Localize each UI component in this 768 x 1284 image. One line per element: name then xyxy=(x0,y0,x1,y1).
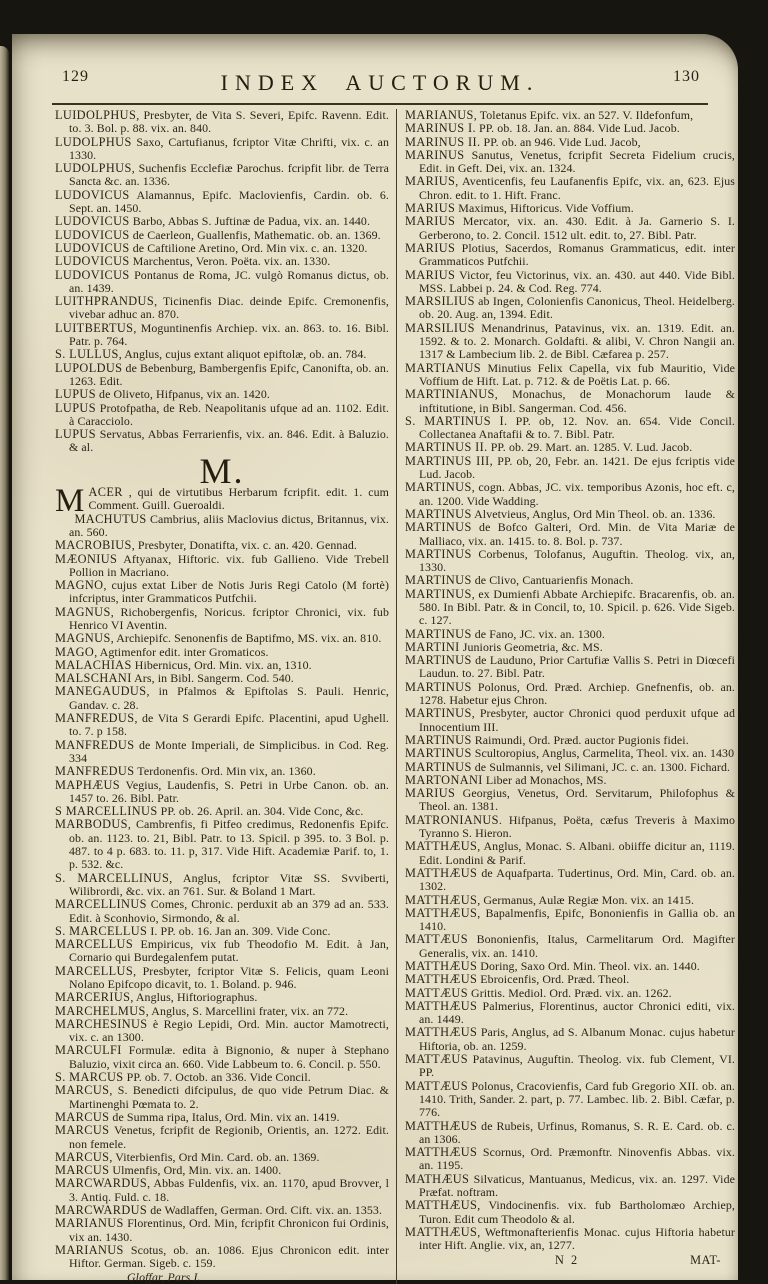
entry-headword: LUDOVICUS xyxy=(55,214,130,229)
index-entry: MARINUS I. PP. ob. 18. Jan. an. 884. Vide Lud. Jacob. xyxy=(405,121,680,136)
entry-headword: MÆONIUS xyxy=(55,551,118,566)
index-entry: MATTÆUS Grittis. Mediol. Ord. Præd. vix. an. 1262. xyxy=(405,985,672,1000)
index-entry: MATTHÆUS de Aquafparta. Tudertinus, Ord. Min, Card. ob. an. 1302. xyxy=(405,865,735,894)
entry-headword: S. MARCUS xyxy=(55,1070,124,1085)
entry-headword: MARCULFI xyxy=(55,1043,122,1058)
entry-headword: MARINUS xyxy=(405,147,465,162)
entries-letter-m-right xyxy=(405,109,735,1253)
entry-headword: MARTINUS II. xyxy=(405,440,488,455)
index-entry: MARIUS Mercator, vix. an. 430. Edit. à Ja. Garnerio S. I. Gerberono, to. 2. Concil. 1512 ult. edit. to, 27. Bibl. Patr. xyxy=(405,214,735,242)
index-entry: MARIANUS, Toletanus Epifc. vix. an 527. V. Ildefonfum, xyxy=(405,108,694,122)
index-entry: MARCUS Ulmenfis, Ord, Min. vix. an. 1400. xyxy=(55,1163,282,1178)
entry-headword: MATTHÆUS xyxy=(405,892,478,907)
entry-headword: LUPUS xyxy=(55,400,96,415)
right-column xyxy=(396,109,735,1284)
entry-headword: MARTIANUS xyxy=(405,360,481,375)
index-entry: MACROBIUS, Presbyter, Donatifta, vix. c. an. 420. Gennad. xyxy=(55,538,357,553)
entry-headword: MANFREDUS xyxy=(55,737,135,752)
index-entry: LUPUS Protofpatha, de Reb. Neapolitanis ufque ad an. 1102. Edit. à Caracciolo. xyxy=(55,400,389,428)
index-entry: MAGO, Agtimenfor edit. inter Gromaticos. xyxy=(55,644,269,659)
index-entry: S MARCELLINUS PP. ob. 26. April. an. 304. Vide Conc, &c. xyxy=(55,804,364,819)
entry-headword: MARTINUS xyxy=(405,506,472,521)
entry-headword: LUITBERTUS xyxy=(55,320,134,335)
entry-headword: MATTHÆUS xyxy=(405,1118,478,1133)
index-entry: MARCUS, Viterbienfis, Ord Min. Card. ob. an. 1369. xyxy=(55,1149,320,1164)
entry-headword: S. MARCELLINUS xyxy=(55,870,170,885)
book-page-scan xyxy=(12,34,738,1284)
entry-headword: MARTINIANUS xyxy=(405,387,495,402)
entry-headword: MARCUS xyxy=(55,1149,110,1164)
index-entry: MARCWARDUS de Wadlaffen, German. Ord. Cift. vix. an. 1353. xyxy=(55,1203,383,1218)
index-entry: MANFREDUS Terdonenfis. Ord. Min vix, an. 1360. xyxy=(55,764,316,779)
drop-cap-m: M xyxy=(55,483,85,520)
entry-headword: MARTINUS xyxy=(405,706,472,721)
folio-number-left: 129 xyxy=(62,68,89,85)
entry-headword: MARIANUS xyxy=(55,1216,124,1231)
text-columns xyxy=(12,105,738,1284)
entry-headword: MATHÆUS xyxy=(405,1171,470,1186)
entry-headword: MARCWARDUS xyxy=(55,1176,148,1191)
index-entry: MARTINUS II. PP. ob. 29. Mart. an. 1285. V. Lud. Jacob. xyxy=(405,440,693,455)
entry-headword: MARTINUS xyxy=(405,586,472,601)
index-entry: MATTHÆUS, Germanus, Aulæ Regiæ Mon. vix. an 1415. xyxy=(405,892,695,907)
index-entry: MARTINUS, ex Dumienfi Abbate Archiepifc. Bracarenfis, ob. an. 580. In Bibl. Patr. & in Concil, to, 10. Spicil. p. 626. Vide Sigeb. c. 127. xyxy=(405,586,735,628)
entry-headword: MARTINUS xyxy=(405,520,472,535)
index-entry: LUPOLDUS de Bebenburg, Bambergenfis Epifc, Canonifta, ob. an. 1263. Edit. xyxy=(55,360,389,388)
entry-headword: MATTÆUS xyxy=(405,1078,468,1093)
index-entry: MARINUS Sanutus, Venetus, fcripfit Secreta Fidelium crucis, Edit. in Geft. Dei, vix. an. 1324. xyxy=(405,147,735,176)
index-entry: MARIANUS Scotus, ob. an. 1086. Ejus Chronicon edit. inter Hiftor. German. Sigeb. c. 159. xyxy=(55,1242,389,1271)
index-entry: MANEGAUDUS, in Pfalmos & Epiftolas S. Pauli. Henric, Gandav. c. 28. xyxy=(55,684,389,712)
index-entry: LUIDOLPHUS, Presbyter, de Vita S. Severi, Epifc. Ravenn. Edit. to. 3. Bol. p. 88. vix. an. 840. xyxy=(55,108,389,136)
entry-headword: MARTINUS xyxy=(405,626,472,641)
index-entry: LUDOVICUS Marchentus, Veron. Poëta. vix. an. 1330. xyxy=(55,254,331,269)
index-entry: LUDOVICUS Alamannus, Epifc. Maclovienfis, Cardin. ob. 6. Sept. an. 1450. xyxy=(55,187,389,216)
entry-headword: S MARCELLINUS xyxy=(55,804,158,819)
entry-headword: LUITHPRANDUS xyxy=(55,294,155,309)
index-entry: MAPHÆUS Vegius, Laudenfis, S. Petri in Urbe Canon. ob. an. 1457 to. 26. Bibl. Patr. xyxy=(55,777,389,805)
index-entry: MATRONIANUS. Hifpanus, Poëta, cæfus Treveris à Maximo Tyranno S. Hieron. xyxy=(405,812,735,841)
entry-headword: MARIUS xyxy=(405,214,456,229)
index-entry: MAGNUS, Richobergenfis, Noricus. fcriptor Chronici, vix. fub Henrico VI Aventin. xyxy=(55,604,389,632)
entry-headword: LUDOVICUS xyxy=(55,240,130,255)
entry-headword: MATTÆUS xyxy=(405,1052,468,1067)
index-entry: MATTHÆUS, Bapalmenfis, Epifc, Bononienfis in Gallia ob. an 1410. xyxy=(405,905,735,934)
page-title: INDEX AUCTORUM. xyxy=(220,70,540,95)
index-entry: MAGNO, cujus extat Liber de Notis Juris Regi Catolo (M fortè) infcriptus, inter Grammaticos Putfchii. xyxy=(55,578,389,606)
index-entry: MARCELLUS Empiricus, vix fub Theodofio M. Edit. à Jan, Cornario qui Burdegalenfem putat. xyxy=(55,937,389,965)
index-entry: MARCULFI Formulæ. edita à Bignonio, & nuper à Stephano Baluzio, vixit circa an. 660. Vide Labbeum to. 6. Concil. p. 550. xyxy=(55,1043,389,1071)
entry-headword: MATTHÆUS xyxy=(405,1145,478,1160)
index-entry: MARIUS Maximus, Hiftoricus. Vide Voffium. xyxy=(405,201,634,216)
index-entry: LUDOLPHUS, Suchenfis Ecclefiæ Parochus. fcripfit libr. de Terra Sancta &c. an. 1336. xyxy=(55,161,389,189)
entry-headword: S. MARTINUS I. xyxy=(405,413,508,428)
entry-headword: MARTINUS xyxy=(405,679,472,694)
index-entry: MARTINUS de Fano, JC. vix. an. 1300. xyxy=(405,626,605,641)
entry-headword: MARSILIUS xyxy=(405,320,475,335)
entry-headword: LUDOVICUS xyxy=(55,187,130,202)
entry-headword: MATTHÆUS xyxy=(405,972,478,987)
index-entry: S. MARCELLINUS, Anglus, fcriptor Vitæ SS. Svviberti, Wilibrordi, &c. vix. an 761. Sur. & Boland 1 Mart. xyxy=(55,870,389,898)
index-entry: MATTHÆUS, Anglus, Monac. S. Albani. obiiffe dicitur an, 1119. Edit. Londini & Parif. xyxy=(405,839,735,867)
entry-headword: LUPOLDUS xyxy=(55,360,123,375)
index-entry: MALACHIAS Hibernicus, Ord. Min. vix. an, 1310. xyxy=(55,657,312,672)
entry-headword: MARIUS xyxy=(405,786,456,801)
index-entry: LUDOVICUS Barbo, Abbas S. Juftinæ de Padua, vix. an. 1440. xyxy=(55,214,371,229)
entry-headword: MARCELLUS xyxy=(55,963,134,978)
entry-headword: MARTINUS xyxy=(405,759,472,774)
entry-headword: LUIDOLPHUS xyxy=(55,108,137,122)
entry-headword: MAGNUS xyxy=(55,631,111,646)
index-entry: MARTINUS Corbenus, Tolofanus, Auguftin. Theolog. vix, an, 1330. xyxy=(405,546,735,575)
index-entry: MATTHÆUS Scornus, Ord. Præmonftr. Ninovenfis Abbas. vix. an. 1195. xyxy=(405,1145,735,1173)
entry-headword: MATTHÆUS xyxy=(405,1025,478,1040)
entry-headword: ACER xyxy=(88,485,123,500)
entry-headword: MATTHÆUS xyxy=(405,1224,478,1239)
page-header xyxy=(12,34,738,100)
entry-headword: LUPUS xyxy=(55,427,96,442)
entry-headword: MARIUS xyxy=(405,267,456,282)
entry-headword: MAGO xyxy=(55,644,95,659)
index-entry: LUDOVICUS Pontanus de Roma, JC. vulgò Romanus dictus, ob. an. 1439. xyxy=(55,267,389,295)
index-entry: MARTINUS III, PP. ob, 20, Febr. an. 1421. De ejus fcriptis vide Lud. Jacob. xyxy=(405,453,735,482)
entry-headword: MATTHÆUS xyxy=(405,959,478,973)
entry-headword: MARIANUS xyxy=(405,108,474,122)
index-entry: MARCUS de Summa ripa, Italus, Ord. Min. vix an. 1419. xyxy=(55,1109,340,1124)
index-entry: S. LULLUS, Anglus, cujus extant aliquot epiftolæ, ob. an. 784. xyxy=(55,347,367,362)
entry-headword: MAGNO xyxy=(55,578,104,593)
index-entry: MARCWARDUS, Abbas Fuldenfis, vix. an. 1170, apud Brovver, l 3. Antiq. Fuld. c. 18. xyxy=(55,1176,389,1204)
entry-headword: MANEGAUDUS xyxy=(55,684,147,699)
entry-headword: S. MARCELLUS xyxy=(55,923,148,938)
entry-headword: MAPHÆUS xyxy=(55,777,120,792)
entry-headword: MATTHÆUS xyxy=(405,865,478,880)
index-entry: MARIUS Plotius, Sacerdos, Romanus Grammaticus, edit. inter Grammaticos Putfchii. xyxy=(405,240,735,269)
entry-headword: MARINUS II. xyxy=(405,134,481,149)
index-entry: MALSCHANI Ars, in Bibl. Sangerm. Cod. 540. xyxy=(55,671,294,686)
index-entry: MACHUTUS Cambrius, aliis Maclovius dictus, Britannus, vix. an. 560. xyxy=(69,511,389,539)
entry-headword: MARCHELMUS xyxy=(55,1003,146,1018)
entry-headword: MARTINUS xyxy=(405,480,472,495)
entry-headword: MARBODUS xyxy=(55,817,128,832)
entry-headword: MALACHIAS xyxy=(55,657,132,672)
entry-headword: MATTÆUS xyxy=(405,932,468,947)
index-entry: LUDOLPHUS Saxo, Cartufianus, fcriptor Vitæ Chrifti, vix. c. an 1330. xyxy=(55,134,389,162)
index-entry: MARTINUS Raimundi, Ord. Præd. auctor Pugionis fidei. xyxy=(405,732,689,747)
index-entry: MATTÆUS Polonus, Cracovienfis, Card fub Gregorio XII. ob. an. 1410. Trith, Sander. 2. part, p. 77. Lambec. lib. 2. Bibl. Cæfar, p. 776. xyxy=(405,1078,735,1120)
index-entry: MARTINUS, cogn. Abbas, JC. vix. temporibus Azonis, hoc eft. c, an. 1200. Vide Wadding. xyxy=(405,480,735,508)
index-entry: MARBODUS, Cambrenfis, fi Pitfeo credimus, Redonenfis Epifc. ob. an. 1123. to. 21, Bibl. Patr. to 13. Spicil. p 395. to. 3 Bol. p. 487. to 4 p. 683. to. 11. p, 317. Vide Hift. Academiæ Parif. to, 1. p. 532. &c. xyxy=(55,817,389,872)
entry-headword: MARCERIUS xyxy=(55,990,131,1005)
entry-headword: MALSCHANI xyxy=(55,671,132,686)
index-entry: LUDOVICUS de Caerleon, Guallenfis, Mathematic. ob. an. 1369. xyxy=(55,227,381,242)
index-entry: MARCHESINUS è Regio Lepidi, Ord. Min. auctor Mamotrecti, vix. c. an 1300. xyxy=(55,1016,389,1045)
entry-headword: MARTINI xyxy=(405,639,460,654)
index-entry: MATTHÆUS, Weftmonafterienfis Monac. cujus Hiftoria habetur inter Hift. Anglie. vix, an, 1277. xyxy=(405,1224,735,1253)
footer-row xyxy=(405,1253,735,1267)
index-entry: MARIUS Victor, feu Victorinus, vix. an. 430. aut 440. Vide Bibl. MSS. Labbei p. 24. & Cod. Reg. 774. xyxy=(405,267,735,295)
index-entry: MATTHÆUS Paris, Anglus, ad S. Albanum Monac. cujus habetur Hiftoria, ob. an. 1259. xyxy=(405,1025,735,1053)
index-entry: MARCERIUS, Anglus, Hiftoriographus. xyxy=(55,990,258,1005)
entry-headword: MANFREDUS xyxy=(55,711,135,726)
entry-headword: MARCHESINUS xyxy=(55,1016,148,1031)
entry-headword: MATTHÆUS xyxy=(405,1198,478,1213)
entry-headword: MATTHÆUS xyxy=(405,839,478,854)
entry-headword: LUPUS xyxy=(55,387,96,402)
section-heading-m: M. xyxy=(199,450,245,491)
index-entry: MARCUS Venetus, fcripfit de Regionib, Orientis, an. 1272. Edit. non femele. xyxy=(55,1123,389,1151)
entry-headword: MANFREDUS xyxy=(55,764,135,779)
entry-headword: MATTÆUS xyxy=(405,985,468,1000)
entry-headword: MARCUS xyxy=(55,1109,110,1124)
entry-headword: MARTINUS xyxy=(405,573,472,588)
index-entry: MATTHÆUS Palmerius, Florentinus, auctor Chronici editi, vix. an. 1449. xyxy=(405,998,735,1027)
entry-headword: MARTINUS xyxy=(405,746,472,761)
signature-mark: N 2 xyxy=(555,1252,580,1267)
entry-headword: MATRONIANUS xyxy=(405,812,499,827)
index-entry: MARTINUS de Bofco Galteri, Ord. Min. de Vita Mariæ de Malliaco, vix. an. 1415. to. 8. Bol. p. 737. xyxy=(405,520,735,548)
entry-headword: MARTINUS xyxy=(405,546,472,561)
index-entry: LUPUS Servatus, Abbas Ferrarienfis, vix. an. 846. Edit. à Baluzio. & al. xyxy=(55,427,389,455)
entry-headword: MARINUS I. xyxy=(405,121,476,136)
entry-headword: S. LULLUS xyxy=(55,347,119,362)
entry-headword: MARCELLINUS xyxy=(55,897,147,912)
index-entry: MARTIANUS Minutius Felix Capella, vix fub Mauritio, Vide Voffium de Hift. Lat. p. 712. & de Poëtis Lat. p. 66. xyxy=(405,360,735,388)
index-entry: LUITBERTUS, Moguntinenfis Archiep. vix. an. 863. to. 16. Bibl. Patr. p. 764. xyxy=(55,320,389,349)
index-entry: MAGNUS, Archiepifc. Senonenfis de Baptifmo, MS. vix. an. 810. xyxy=(55,631,382,646)
index-entry: MARCELLINUS Comes, Chronic. perduxit ab an 379 ad an. 533. Edit. à Sconhovio, Sirmondo, & al. xyxy=(55,897,389,925)
entry-headword: MARTONANI xyxy=(405,772,483,787)
entries-letter-m-left xyxy=(55,513,389,1271)
index-entry: MARTINUS Alvetvieus, Anglus, Ord Min Theol. ob. an. 1336. xyxy=(405,506,716,521)
entry-headword: MARIUS xyxy=(405,201,456,216)
index-entry: MATTHÆUS Doring, Saxo Ord. Min. Theol. vix. an. 1440. xyxy=(405,959,700,973)
index-entry: MARCUS, S. Benedicti difcipulus, de quo vide Petrum Diac. & Martinenghi Pœmata to. 2. xyxy=(55,1083,389,1111)
entry-headword: MARTINUS xyxy=(405,732,472,747)
index-entry: MARCELLUS, Presbyter, fcriptor Vitæ S. Felicis, quam Leoni Nolano Epifcopo dicavit, to. 1. Boland. p. 946. xyxy=(55,963,389,991)
entry-headword: LUDOVICUS xyxy=(55,267,130,282)
entry-headword: LUDOLPHUS xyxy=(55,161,132,176)
index-entry: S. MARCELLUS I. PP. ob. 16. Jan an. 309. Vide Conc. xyxy=(55,923,331,938)
left-column xyxy=(55,109,396,1284)
index-entry: MÆONIUS Aftyanax, Hiftoric. vix. fub Gallieno. Vide Trebell Pollion in Macriano. xyxy=(55,551,389,579)
entry-headword: MARIUS xyxy=(405,240,456,255)
index-entry: MATTHÆUS de Rubeis, Urfinus, Romanus, S. R. E. Card. ob. c. an 1306. xyxy=(405,1118,735,1146)
index-entry: MANFREDUS, de Vita S Gerardi Epifc. Placentini, apud Ughell. to. 7. p 158. xyxy=(55,711,389,739)
index-entry: MATTÆUS Bononienfis, Italus, Carmelitarum Ord. Magifter Generalis, vix. an. 1410. xyxy=(405,932,735,960)
index-entry: MARTINUS de Sulmannis, vel Silimani, JC. c. an. 1300. Fichard. xyxy=(405,759,731,774)
index-entry: MATHÆUS Silvaticus, Mantuanus, Medicus, vix. an. 1297. Vide Præfat. noftram. xyxy=(405,1171,735,1200)
index-entry: LUDOVICUS de Caftilione Aretino, Ord. Min vix. c. an. 1320. xyxy=(55,240,368,255)
entry-headword: MARCUS xyxy=(55,1083,110,1098)
index-entry: MARTINUS de Clivo, Cantuarienfis Monach. xyxy=(405,573,634,588)
index-entry: S. MARCUS PP. ob. 7. Octob. an 336. Vide Concil. xyxy=(55,1070,311,1085)
index-entry: MARIUS, Aventicenfis, feu Laufanenfis Epifc, vix. an, 623. Ejus Chron. edit. to 1. Hift. Franc. xyxy=(405,174,735,202)
entry-headword: MAGNUS xyxy=(55,604,111,619)
index-entry: MARIUS Georgius, Venetus, Ord. Servitarum, Philofophus & Theol. an. 1381. xyxy=(405,786,735,814)
entries-letter-l xyxy=(55,109,389,455)
index-entry: MARTINI Junioris Geometria, &c. MS. xyxy=(405,639,603,654)
entry-headword: MARTINUS III, xyxy=(405,453,494,468)
entry-headword: LUDOLPHUS xyxy=(55,134,132,149)
adjacent-page-edge xyxy=(0,46,9,1280)
entry-headword: MARIANUS xyxy=(55,1242,124,1257)
entry-headword: MATTHÆUS xyxy=(405,905,478,920)
index-entry: MARSILIUS Menandrinus, Patavinus, vix. an. 1319. Edit. an. 1592. & to. 2. Monarch. Goldafti. & alibi, V. Chron Nangii an. 1317 & Lambecium lib. 2. de Bibl. Cæfarea p. 257. xyxy=(405,320,735,362)
entry-headword: LUDOVICUS xyxy=(55,254,130,269)
index-entry: LUPUS de Oliveto, Hifpanus, vix an. 1420. xyxy=(55,387,270,402)
left-column-end-note: Gloffar, Pars I. xyxy=(127,1269,201,1284)
entry-headword: MARCUS xyxy=(55,1123,110,1138)
index-entry: MATTHÆUS, Vindocinenfis. vix. fub Bartholomæo Archiep, Turon. Edit cum Theodolo & al. xyxy=(405,1198,735,1226)
folio-number-right: 130 xyxy=(673,68,700,85)
index-entry: MANFREDUS de Monte Imperiali, de Simplicibus. in Cod. Reg. 334 xyxy=(55,737,389,765)
entry-headword: MATTHÆUS xyxy=(405,998,478,1013)
entry-headword: LUDOVICUS xyxy=(55,227,130,242)
catchword: MAT- xyxy=(690,1252,721,1267)
index-entry: MATTHÆUS Ebroicenfis, Ord. Præd. Theol. xyxy=(405,972,630,987)
index-entry: MARTINUS Polonus, Ord. Præd. Archiep. Gnefnenfis, ob. an. 1278. Habetur ejus Chron. xyxy=(405,679,735,708)
entry-text: , qui de virtutibus Herbarum fcripfit. edit. 1. cum Comment. Guill. Gueroaldi. xyxy=(88,485,389,513)
entry-headword: MARCWARDUS xyxy=(55,1203,148,1218)
entry-headword: MACROBIUS xyxy=(55,538,132,553)
index-entry: S. MARTINUS I. PP. ob, 12. Nov. an. 654. Vide Concil. Collectanea Anaftafii & to. 7. Bibl. Patr. xyxy=(405,413,735,442)
entry-headword: MARCELLUS xyxy=(55,937,134,952)
index-entry: MARCHELMUS, Anglus, S. Marcellini frater, vix. an 772. xyxy=(55,1003,349,1018)
index-entry: MARINUS II. PP. ob. an 946. Vide Lud. Jacob, xyxy=(405,134,641,149)
entry-headword: MARSILIUS xyxy=(405,294,475,309)
entry-headword: MARIUS xyxy=(405,174,456,189)
entry-headword: MARCUS xyxy=(55,1163,110,1178)
index-entry: MARTINUS de Lauduno, Prior Cartufiæ Vallis S. Petri in Diœcefi Laudun. to. 27. Bibl. Patr. xyxy=(405,653,735,681)
index-entry: MARIANUS Florentinus, Ord. Min, fcripfit Chronicon fui Ordinis, vix an. 1430. xyxy=(55,1216,389,1244)
index-entry: MARTINUS, Presbyter, auctor Chronici quod perduxit ufque ad Innocentium III. xyxy=(405,706,735,734)
index-entry: MARTINUS Scultoropius, Anglus, Carmelita, Theol. vix. an. 1430 xyxy=(405,746,735,761)
index-entry: LUITHPRANDUS, Ticinenfis Diac. deinde Epifc. Cremonenfis, vivebar adhuc an. 870. xyxy=(55,294,389,322)
index-entry: MARSILIUS ab Ingen, Colonienfis Canonicus, Theol. Heidelberg. ob. 20. Aug. an, 1394. Edit. xyxy=(405,294,735,322)
index-entry: MARTONANI Liber ad Monachos, MS. xyxy=(405,772,607,787)
entry-headword: MARTINUS xyxy=(405,653,472,668)
entry-headword: MACHUTUS xyxy=(74,511,147,526)
index-entry: MATTÆUS Patavinus, Auguftin. Theolog. vix. fub Clement, VI. PP. xyxy=(405,1052,735,1080)
index-entry: MARTINIANUS, Monachus, de Monachorum laude & inftitutione, in Bibl. Sangerman. Cod. 456. xyxy=(405,387,735,415)
